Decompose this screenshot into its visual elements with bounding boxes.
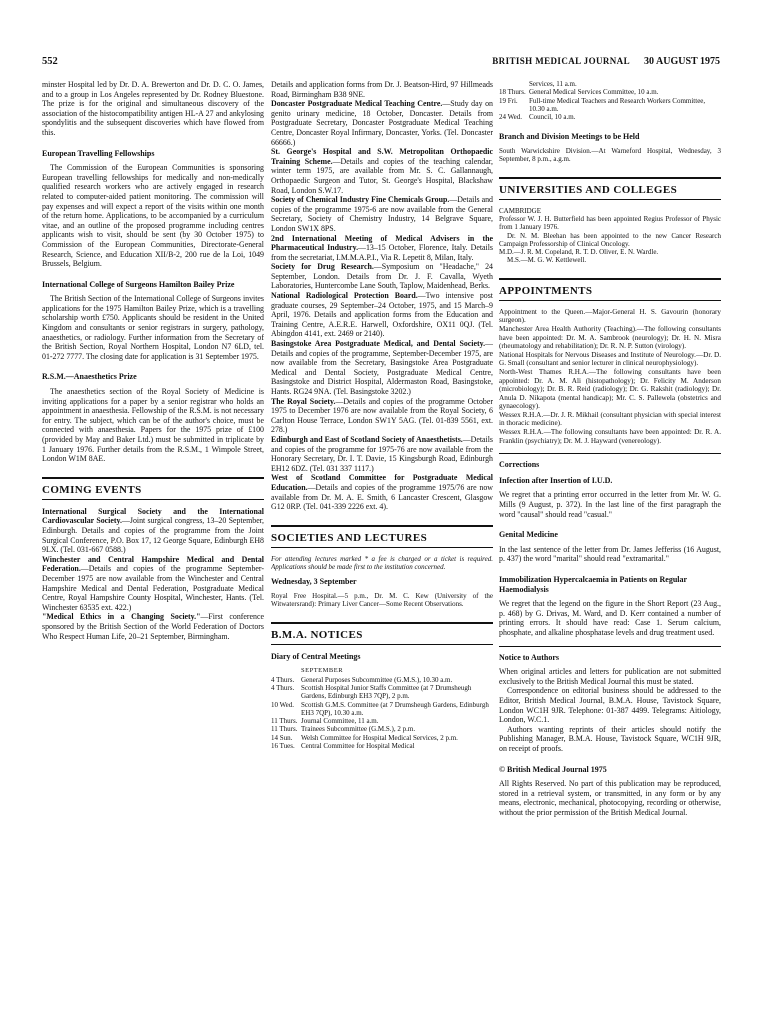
meeting-row: 4 Thurs. General Purposes Subcommittee (G.M.S.), 10.30 a.m.	[271, 675, 453, 684]
journal-title: BRITISH MEDICAL JOURNAL	[492, 56, 630, 66]
month-label: SEPTEMBER	[301, 667, 344, 675]
meeting-row: 11 Thurs. Trainees Subcommittee (G.M.S.), 2 p.m.	[271, 725, 416, 734]
event-entry: 2nd International Meeting of Medical Advisers in the Pharmaceutical Industry.—13–15 October, Florence, Italy. Details from the secretariat, I.M.M.A.P.I., Via R. Lepetit 8, Milan, Italy.	[271, 233, 493, 262]
iud-text: We regret that a printing error occurred in the letter from Mr. W. G. Mills (9 August, p. 372). In the last line of the first paragraph the word "causal" should read "casual."	[499, 490, 721, 519]
divider	[499, 453, 721, 454]
cambridge-text: Dr. N. M. Bleehan has been appointed to the new Cancer Research Campaign Professorship of Clinical Oncology.	[499, 231, 721, 248]
appointment-entry: National Hospitals for Nervous Diseases and Institute of Neurology.—Dr. D. G. Small (consultant and senior lecturer in clinical neurophysiology).	[499, 350, 721, 368]
meetings-table-cont	[499, 80, 721, 121]
branch-text: South Warwickshire Division.—At Warneford Hospital, Wednesday, 3 September, 8 p.m., a.g.m.	[499, 147, 721, 164]
event-entry: Society of Chemical Industry Fine Chemicals Group.—Details and copies of the programme 1975-6 are now available from the General Secretary, Society of Chemistry Industry, 14 Belgrave Square, London SW1X 8PS.	[271, 195, 493, 233]
issue-date: 30 AUGUST 1975	[644, 56, 720, 67]
societies-note: For attending lectures marked * a fee is charged or a ticket is required. Applications should be made first to the institution concerned.	[271, 554, 493, 572]
cambridge-degrees: M.S.—M. G. W. Kettlewell.	[507, 256, 587, 265]
event-entry: National Radiological Protection Board.—Two intensive post graduate courses, 29 September–24 October, 1975, and 15 March–9 April, 1976. Details and application forms from the Education and Training Centre, A.E.R.E. Harwell, Oxfordshire, OX11 0QJ. (Tel. Abingdon 4141, ext. 2469 or 2140).	[271, 291, 493, 339]
event-entry: St. George's Hospital and S.W. Metropolitan Orthopaedic Training Scheme.—Details and copies of the teaching calendar, winter term 1975, are available from Mr. S. C. Gallannaugh, Orthopaedic Surgeon and Tutor, St. George's Hospital, Blackshaw Road, London S.W.17.	[271, 147, 493, 195]
meeting-row: 10 Wed. Scottish G.M.S. Committee (at 7 Drumsheugh Gardens, Edinburgh EH3 7QP), 10.30 a.m.	[271, 700, 489, 717]
icsh-heading: International College of Surgeons Hamilton Bailey Prize	[42, 279, 235, 289]
authors-text: When original articles and letters for publication are not submitted exclusively to the British Medical Journal this must be stated.	[499, 667, 721, 686]
page-number: 552	[42, 56, 58, 67]
event-entry: "Medical Ethics in a Changing Society."—First conference sponsored by the British Section of the World Federation of Doctors Who Respect Human Life, 20–21 September, Birmingham.	[42, 612, 264, 641]
euro-fellowships-heading: European Travelling Fellowships	[42, 148, 155, 158]
column-middle	[271, 80, 493, 1015]
branch-heading: Branch and Division Meetings to be Held	[499, 132, 640, 142]
meeting-row: 24 Wed. Council, 10 a.m.	[499, 113, 576, 122]
event-entry: Winchester and Central Hampshire Medical and Dental Federation.—Details and copies of the programme September-December 1975 are now available from the Winchester and Central Hampshire Medical and Dental Federation, Postgraduate Medical Centre, Royal Hampshire County Hospital, Winchester, Hants. (Tel. Winchester 63535 ext. 422.)	[42, 554, 264, 612]
icsh-text: The British Section of the International College of Surgeons invites applications for the 1975 Hamilton Bailey Prize, which is a travelling scholarship worth £750. Applicants should be resident in the United Kingdom and consultants or senior registrars in surgery, pathology, anaesthetics, or radiology. Further information from the Secretary of the British Section, Royal Northern Hospital, London N7 6LD, tel. 01-272 7777. The closing date for application is 31 September 1975.	[42, 294, 264, 361]
societies-heading: SOCIETIES AND LECTURES	[271, 525, 493, 548]
event-entry: International Surgical Society and the International Cardiovascular Society.—Joint surgical congress, 13–20 September, Edinburgh. Details and copies of the programme from the Joint Surgical Conference, P.O. Box 17, 12 George Square, Edinburgh EH8 9LX. (Tel. 031-667 0588.)	[42, 506, 264, 555]
appointment-entry: Wessex R.H.A.—The following consultants have been appointed: Dr. R. A. Franklin (psychiatry); Dr. M. J. Hayward (venereology).	[499, 428, 721, 445]
coming-events-heading: COMING EVENTS	[42, 477, 264, 500]
genital-heading: Genital Medicine	[499, 530, 558, 540]
euro-fellowships-text: The Commission of the European Communities is sponsoring European travelling fellowships for medically and non-medically qualified research workers who are actively engaged in research related to computer-aided patient monitoring. The commission will pay expenses and will expect a report of the visits within one month of the return home. Applications, to be accompanied by a curriculum vitae, and an outline of the proposed programme including centres applicants wish to visit, should be sent (by 30 October 1975) to Commission of the European Communities, Directorate-General Research, Science, and Education XII/B-2, 200 rue de la Loi, 1049 Brussels, Belgium.	[42, 163, 264, 269]
iud-heading: Infection after Insertion of I.U.D.	[499, 475, 613, 485]
authors-text: Correspondence on editorial business should be addressed to the Editor, British Medical Journal, B.M.A. House, Tavistock Square, London WC1H 9JR. Telephone: 01-387 4499. Telegrams: Aitiology, London, W.C.1.	[499, 686, 721, 725]
copyright-text: All Rights Reserved. No part of this publication may be reproduced, stored in a retrieval system, or transmitted, in any form or by any means, electronic, mechanical, photocopying, recording or otherwise, without the prior permission of the British Medical Journal.	[499, 779, 721, 817]
intro-paragraph: minster Hospital led by Dr. D. A. Brewerton and Dr. D. C. O. James, and to a group in Los Angeles represented by Dr. Rodney Bluestone. The prize is for the original and simultaneous discovery of the association of the histocompatibility antigen HL-A 27 and ankylosing spondylitis and the subsequent discoveries which have flowed from this.	[42, 80, 264, 137]
event-entry: Basingstoke Area Postgraduate Medical, and Dental Society.—Details and copies of the programme, September-December 1975, are now available from the Secretary, Basingstoke Area Postgraduate Medical and Dental Society, Postgraduate Medical Centre, Basingstoke and District Hospital, Aldermaston Road, Basingstoke, Hants. RG24 9NA. (Tel. Basingstoke 3202.)	[271, 339, 493, 396]
meeting-row: 14 Sun. Welsh Committee for Hospital Medical Services, 2 p.m.	[271, 733, 458, 742]
bma-notices-heading: B.M.A. NOTICES	[271, 622, 493, 645]
event-entry: Doncaster Postgraduate Medical Teaching Centre.—Study day on genito urinary medicine, 18 October, Doncaster. Details from Postgraduate Secretary, Doncaster Postgraduate Medical Teaching Centre, Doncaster Royal Infirmary, Doncaster, Yorks. (Tel. Doncaster 66666.)	[271, 99, 493, 147]
rsm-text: The anaesthetics section of the Royal Society of Medicine is inviting applications for a paper by a senior registrar who holds an appointment in anaesthesia. Fellowship of the R.S.M. is not necessary for entry. The subject, which can be of the author's choice, must be connected with anaesthesia. Papers for the 1975 prize of £100 (provided by May and Baker Ltd.) must be submitted in triplicate by 1 January 1976. Further details from the R.S.M., 1 Wimpole Street, London W1M 8AE.	[42, 387, 264, 464]
lecture-entry: Royal Free Hospital.—5 p.m., Dr. M. C. Kew (University of the Witwatersrand): Primary Liver Cancer—Some Recent Observations.	[271, 591, 493, 609]
event-entry: Edinburgh and East of Scotland Society of Anaesthetists.—Details and copies of the programme for 1975-76 are now available from the Honorary Secretary, Dr. I. T. Davie, 15 Kingsburgh Road, Edinburgh EH12 6DZ. (Tel. 031 337 1117.)	[271, 434, 493, 473]
universities-heading: UNIVERSITIES AND COLLEGES	[499, 177, 721, 200]
copyright-heading: © British Medical Journal 1975	[499, 764, 607, 774]
cambridge-label: CAMBRIDGE	[499, 206, 542, 215]
diary-heading: Diary of Central Meetings	[271, 651, 361, 661]
event-entry: The Royal Society.—Details and copies of the programme October 1975 to December 1976 are now available from the Royal Society, 6 Carlton House Terrace, London SW1Y 5AG. (Tel. 01-839 5561, ext. 278.)	[271, 396, 493, 435]
wednesday-heading: Wednesday, 3 September	[271, 577, 357, 587]
appointment-entry: Wessex R.H.A.—Dr. J. R. Mikhail (consultant physician with special interest in thoracic medicine).	[499, 410, 721, 428]
appointments-heading: APPOINTMENTS	[499, 278, 721, 301]
corrections-heading: Corrections	[499, 460, 540, 470]
event-entry: Society for Drug Research.—Symposium on "Headache," 24 September, London. Details from Dr. J. F. Cavalla, Wyeth Laboratories, Huntercombe Lane South, Taplow, Maidenhead, Berks.	[271, 262, 493, 291]
page-header	[42, 56, 720, 70]
rsm-heading: R.S.M.—Anaesthetics Prize	[42, 372, 137, 382]
genital-text: In the last sentence of the letter from Dr. James Jefferiss (16 August, p. 437) the word "marital" should read "extramarital."	[499, 544, 721, 564]
authors-heading: Notice to Authors	[499, 652, 559, 662]
cambridge-degrees: M.D.—J. R. M. Copeland, R. T. D. Oliver, E. N. Wardle.	[499, 248, 659, 257]
meeting-row: 18 Thurs. General Medical Services Committee, 10 a.m.	[499, 88, 659, 97]
event-entry: West of Scotland Committee for Postgraduate Medical Education.—Details and copies of the programme 1975/76 are now available from Dr. M. A. E. Smith, 6 Lancaster Crescent, Glasgow G12 0RP. (Tel. 041-339 2226 ext. 4).	[271, 473, 493, 512]
meeting-row: 4 Thurs. Scottish Hospital Junior Staffs Committee (at 7 Drumsheugh Gardens, Edinburgh EH3 7QP), 2 p.m.	[271, 683, 472, 701]
appointment-entry: Appointment to the Queen.—Major-General H. S. Gavourin (honorary surgeon).	[499, 307, 721, 325]
event-continuation: Details and application forms from Dr. J. Beatson-Hird, 97 Hillmeads Road, Birmingham B38 9NE.	[271, 80, 493, 99]
authors-text: Authors wanting reprints of their articles should notify the Publishing Manager, B.M.A. House, Tavistock Square, WC1H 9JR, on receipt of proofs.	[499, 724, 721, 753]
appointment-entry: North-West Thames R.H.A.—The following consultants have been appointed: Dr. A. M. Ali (histopathology); Dr. Felicity M. Anderson (microbiology); Dr. B. R. Reid (radiology); Dr. G. Rakshit (radiology); Dr. Anula D. Nikapota (mental handicap); Mr. C. S. Pallewela (obstetrics and gynaecology).	[499, 367, 721, 411]
column-right	[499, 80, 721, 1015]
divider	[499, 646, 721, 647]
meeting-row: 19 Fri. Full-time Medical Teachers and Research Workers Committee, 10.30 a.m.	[499, 96, 706, 113]
appointment-entry: Manchester Area Health Authority (Teaching).—The following consultants have been appointed: Dr. M. A. Sambrook (neurology); Dr. H. N. Misra (rheumatology and rehabilitation); Dr. R. N. P. Sutton (virology).	[499, 324, 721, 351]
column-left	[42, 80, 264, 1015]
meeting-row: 16 Tues. Central Committee for Hospital Medical	[271, 742, 415, 751]
meetings-table	[271, 676, 493, 751]
immob-text: We regret that the legend on the figure in the Short Report (23 Aug., p. 468) by G. Drivas, M. Ward, and D. Kerr contained a number of printing errors. It should have read: Case 1. Serum calcium, phosphate, and alkaline phosphatase levels and drug treatment used.	[499, 599, 721, 637]
meeting-row: Services, 11 a.m.	[529, 80, 577, 88]
meeting-row: 11 Thurs. Journal Committee, 11 a.m.	[271, 717, 379, 726]
immob-heading: Immobilization Hypercalcaemia in Patients on Regular Haemodialysis	[499, 575, 687, 594]
cambridge-text: Professor W. J. H. Butterfield has been appointed Regius Professor of Physic from 1 January 1976.	[499, 214, 721, 232]
